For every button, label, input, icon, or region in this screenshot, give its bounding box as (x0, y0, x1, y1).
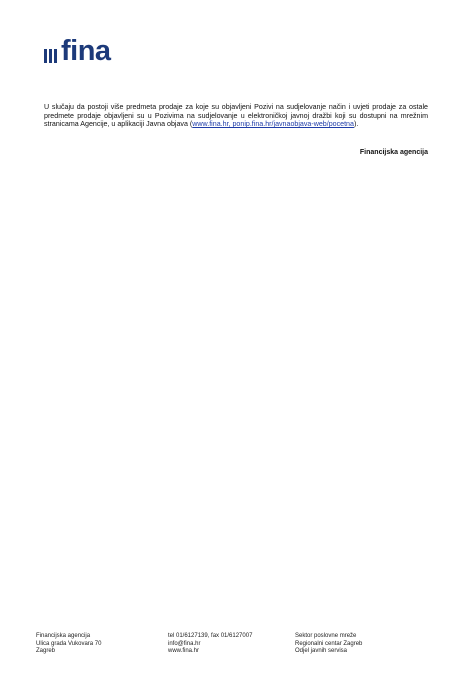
footer-contact (168, 633, 252, 656)
footer-department (295, 633, 362, 656)
logo-bars-icon (44, 49, 57, 66)
paragraph-suffix: ). (353, 120, 359, 129)
footer-phone-fax: tel 01/6127139, fax 01/6127007 (168, 633, 253, 639)
footer-sector: Sektor poslovne mreže (295, 633, 357, 639)
signature: Financijska agencija (359, 149, 428, 156)
footer-company-name: Financijska agencija (36, 633, 91, 639)
footer-city: Zagreb (36, 648, 56, 655)
footer-email[interactable]: info@fina.hr (168, 640, 201, 647)
paragraph-prefix: U slučaju da postoji više predmeta prodaje za koje su objavljeni Pozivi na sudjelovanje način i uvjeti prodaje za ostale predmete prodaje objavljeni su u Pozivima na sudjelovanje u elektroničkoj javnoj dražbi koji su dostupni na mrežnim stranicama Agencije, u aplikaciji Javna objava ( (44, 103, 428, 129)
footer-street: Ulica grada Vukovara 70 (36, 640, 102, 647)
footer-website[interactable]: www.fina.hr (168, 648, 200, 655)
footer-address (36, 633, 101, 656)
body-paragraph (44, 103, 428, 129)
javna-objava-link[interactable]: www.fina.hr, ponip.fina.hr/javnaobjava-web/pocetna (192, 120, 354, 129)
footer-department-name: Odjel javnih servisa (295, 648, 348, 655)
footer-regional-center: Regionalni centar Zagreb (295, 640, 363, 647)
fina-logo (44, 36, 111, 66)
logo-text: fina (61, 35, 111, 67)
